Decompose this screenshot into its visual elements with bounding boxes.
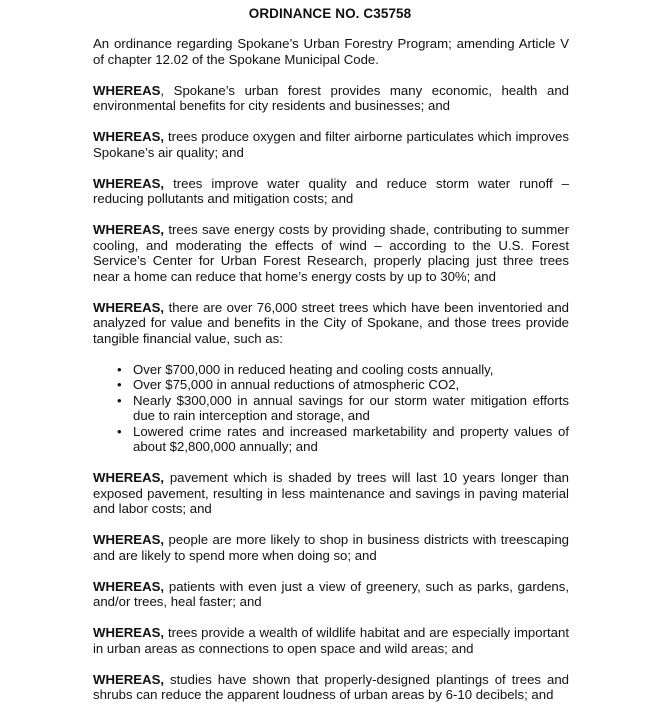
whereas-text: patients with even just a view of greenery, such as parks, gardens, and/or trees, heal faster; and xyxy=(93,578,569,609)
list-item xyxy=(117,361,569,378)
list-item-text: Lowered crime rates and increased marketability and property values of about $2,800,000 annually; and xyxy=(133,423,569,454)
whereas-paragraph xyxy=(93,222,569,284)
bullet-icon: • xyxy=(117,377,122,392)
intro-paragraph: An ordinance regarding Spokane’s Urban Forestry Program; amending Article V of chapter 12.02 of the Spokane Municipal Code. xyxy=(93,36,569,67)
whereas-keyword: WHEREAS, xyxy=(93,578,165,594)
bullet-icon: • xyxy=(117,361,122,377)
whereas-text: pavement which is shaded by trees will last 10 years longer than exposed pavement, resulting in less maintenance and savings in paving material and labor costs; and xyxy=(93,470,569,516)
whereas-keyword: WHEREAS, xyxy=(93,470,165,485)
ordinance-title: ORDINANCE NO. C35758 xyxy=(248,6,412,21)
whereas-paragraph xyxy=(93,300,569,347)
bullet-icon: • xyxy=(117,392,122,408)
list-item xyxy=(117,377,569,393)
whereas-paragraph xyxy=(93,672,569,703)
whereas-text: there are over 76,000 street trees which have been inventoried and analyzed for value and benefits in the City of Spokane, and those trees provide tangible financial value, such as: xyxy=(93,299,569,346)
whereas-paragraph xyxy=(93,579,569,610)
whereas-text: trees improve water quality and reduce storm water runoff – reducing pollutants and mitigation costs; and xyxy=(93,175,569,206)
whereas-keyword: WHEREAS, xyxy=(93,175,165,191)
bullet-icon: • xyxy=(117,423,122,439)
benefits-list xyxy=(93,362,569,455)
whereas-text: trees produce oxygen and filter airborne particulates which improves Spokane’s air quality; and xyxy=(93,129,569,160)
whereas-text: people are more likely to shop in business districts with treescaping and are likely to spend more when doing so; and xyxy=(93,532,569,563)
whereas-keyword: WHEREAS, xyxy=(93,299,165,315)
whereas-text: trees provide a wealth of wildlife habitat and are especially important in urban areas as connections to open space and wild areas; and xyxy=(93,625,569,656)
list-item xyxy=(117,423,569,455)
whereas-text: trees save energy costs by providing shade, contributing to summer cooling, and moderating the effects of wind – according to the U.S. Forest Service’s Center for Urban Forest Research, properly placing just three trees near a home can reduce that home’s energy costs by up to 30%; and xyxy=(93,222,569,284)
whereas-paragraph xyxy=(93,532,569,563)
list-item-text: Over $700,000 in reduced heating and cooling costs annually, xyxy=(133,361,494,377)
ordinance-body xyxy=(93,36,569,718)
list-item-text: Nearly $300,000 in annual savings for our storm water mitigation efforts due to rain interception and storage, and xyxy=(133,392,569,423)
whereas-paragraph xyxy=(93,470,569,517)
whereas-keyword: WHEREAS, xyxy=(93,222,165,237)
list-item xyxy=(117,392,569,424)
whereas-paragraph xyxy=(93,83,569,114)
list-item-text: Over $75,000 in annual reductions of atmospheric CO2, xyxy=(133,377,460,392)
whereas-keyword: WHEREAS, xyxy=(93,671,165,687)
whereas-keyword: WHEREAS, xyxy=(93,625,165,640)
whereas-paragraph xyxy=(93,176,569,207)
whereas-paragraph xyxy=(93,625,569,656)
whereas-paragraph xyxy=(93,129,569,160)
whereas-text: studies have shown that properly-designed plantings of trees and shrubs can reduce the apparent loudness of urban areas by 6-10 decibels; and xyxy=(93,671,569,702)
whereas-keyword: WHEREAS, xyxy=(93,532,165,547)
whereas-text: , Spokane’s urban forest provides many economic, health and environmental benefits for city residents and businesses; and xyxy=(93,82,569,113)
whereas-keyword: WHEREAS xyxy=(93,82,161,98)
whereas-keyword: WHEREAS, xyxy=(93,129,165,144)
